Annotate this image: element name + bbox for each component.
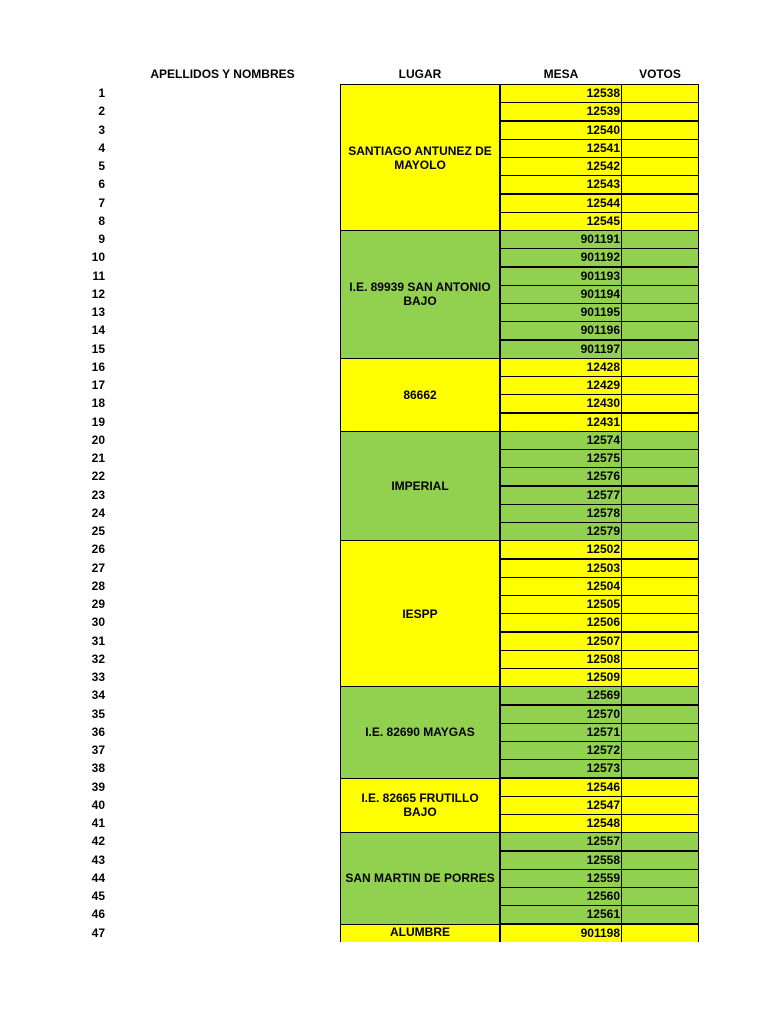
row-number: 45: [91, 889, 105, 903]
votos-cell[interactable]: [621, 394, 699, 413]
row-number: 3: [98, 122, 105, 137]
row-number: 18: [91, 396, 105, 411]
header-mesa: MESA: [543, 67, 579, 81]
mesa-cell[interactable]: 901197: [500, 340, 622, 359]
votos-cell[interactable]: [621, 686, 699, 705]
votos-cell[interactable]: [621, 668, 699, 687]
row-number: 17: [91, 378, 105, 392]
mesa-cell[interactable]: 12545: [500, 212, 622, 231]
mesa-cell[interactable]: 12429: [500, 376, 622, 395]
header-votos: VOTOS: [639, 67, 681, 81]
mesa-cell[interactable]: 12548: [500, 814, 622, 833]
votos-cell[interactable]: [621, 905, 699, 924]
row-number: 38: [91, 761, 105, 776]
row-number: 5: [98, 159, 105, 173]
votos-cell[interactable]: [621, 778, 699, 797]
mesa-cell[interactable]: 12546: [500, 778, 622, 797]
votos-cell[interactable]: [621, 340, 699, 359]
mesa-cell[interactable]: 901192: [500, 248, 622, 267]
lugar-label: IMPERIAL: [391, 479, 449, 493]
votos-cell[interactable]: [621, 139, 699, 158]
votos-cell[interactable]: [621, 632, 699, 651]
mesa-cell[interactable]: 12428: [500, 358, 622, 377]
row-number: 13: [91, 305, 105, 319]
mesa-cell[interactable]: 12576: [500, 467, 622, 486]
row-number: 22: [91, 469, 105, 484]
mesa-cell[interactable]: 12578: [500, 504, 622, 523]
mesa-cell[interactable]: 12575: [500, 449, 622, 468]
row-number: 11: [92, 268, 105, 283]
row-number: 35: [91, 706, 105, 721]
row-number: 21: [91, 451, 105, 465]
mesa-cell[interactable]: 12540: [500, 121, 622, 140]
mesa-cell[interactable]: 12558: [500, 851, 622, 870]
row-number: 27: [91, 560, 105, 575]
mesa-cell[interactable]: 12544: [500, 194, 622, 213]
lugar-label: I.E. 82665 FRUTILLO BAJO: [361, 791, 479, 820]
votos-cell[interactable]: [621, 321, 699, 340]
votos-cell[interactable]: [621, 358, 699, 377]
votos-cell[interactable]: [621, 157, 699, 176]
mesa-cell[interactable]: 12571: [500, 723, 622, 742]
row-number: 1: [98, 86, 105, 100]
row-number: 26: [91, 542, 105, 557]
votos-cell[interactable]: [621, 814, 699, 833]
votos-cell[interactable]: [621, 303, 699, 322]
mesa-cell[interactable]: 12557: [500, 832, 622, 851]
row-number: 43: [91, 852, 105, 867]
row-number: 24: [91, 505, 105, 520]
row-number: 8: [98, 213, 105, 228]
row-number: 16: [91, 359, 105, 374]
row-number: 42: [91, 834, 105, 849]
votos-cell[interactable]: [621, 248, 699, 267]
row-number: 4: [98, 140, 105, 155]
votos-cell[interactable]: [621, 102, 699, 121]
votos-cell[interactable]: [621, 705, 699, 724]
votos-cell[interactable]: [621, 267, 699, 286]
row-number: 15: [91, 341, 105, 356]
mesa-cell[interactable]: 12570: [500, 705, 622, 724]
header-lugar: LUGAR: [398, 67, 442, 81]
votos-cell[interactable]: [621, 887, 699, 906]
votos-cell[interactable]: [621, 796, 699, 815]
votos-cell[interactable]: [621, 869, 699, 888]
row-number: 40: [91, 797, 105, 812]
lugar-label: SAN MARTIN DE PORRES: [345, 871, 495, 886]
mesa-cell[interactable]: 901193: [500, 267, 622, 286]
votos-cell[interactable]: [621, 413, 699, 432]
votos-cell[interactable]: [621, 230, 699, 249]
row-number: 6: [98, 177, 105, 192]
votos-cell[interactable]: [621, 540, 699, 559]
lugar-cell[interactable]: [340, 230, 500, 359]
mesa-cell[interactable]: 12508: [500, 650, 622, 669]
lugar-label: ALUMBRE: [390, 924, 450, 939]
mesa-cell[interactable]: 12579: [500, 522, 622, 541]
lugar-label: 86662: [403, 387, 437, 402]
votos-cell[interactable]: [621, 522, 699, 541]
mesa-cell[interactable]: 12509: [500, 668, 622, 687]
header-apellidos-nombres: APELLIDOS Y NOMBRES: [150, 67, 295, 81]
lugar-label: SANTIAGO ANTUNEZ DE MAYOLO: [348, 143, 492, 172]
lugar-cell[interactable]: [340, 778, 500, 834]
row-number: 7: [98, 195, 105, 210]
votos-cell[interactable]: [621, 741, 699, 760]
mesa-cell[interactable]: 12542: [500, 157, 622, 176]
lugar-label: I.E. 82690 MAYGAS: [365, 725, 475, 740]
lugar-cell[interactable]: [340, 358, 500, 432]
votos-cell[interactable]: [621, 212, 699, 231]
row-number: 46: [91, 907, 105, 922]
mesa-cell[interactable]: 901195: [500, 303, 622, 322]
row-number: 39: [91, 779, 105, 794]
mesa-cell[interactable]: 901198: [500, 924, 622, 943]
mesa-cell[interactable]: 12507: [500, 632, 622, 651]
mesa-cell[interactable]: 12569: [500, 686, 622, 705]
row-number: 14: [91, 323, 105, 338]
row-number: 10: [91, 250, 105, 265]
mesa-cell[interactable]: 12503: [500, 559, 622, 578]
mesa-cell[interactable]: 901194: [500, 285, 622, 304]
mesa-cell[interactable]: 12560: [500, 887, 622, 906]
votos-cell[interactable]: [621, 285, 699, 304]
votos-cell[interactable]: [621, 613, 699, 632]
lugar-cell[interactable]: [340, 686, 500, 778]
votos-cell[interactable]: [621, 650, 699, 669]
votos-cell[interactable]: [621, 832, 699, 851]
row-number: 9: [98, 232, 105, 246]
votos-cell[interactable]: [621, 577, 699, 596]
row-number: 29: [91, 597, 105, 611]
mesa-cell[interactable]: 12561: [500, 905, 622, 924]
mesa-cell[interactable]: 12559: [500, 869, 622, 888]
row-number: 32: [91, 651, 105, 666]
row-number: 30: [91, 615, 105, 630]
votos-cell[interactable]: [621, 504, 699, 523]
lugar-cell[interactable]: [340, 832, 500, 924]
row-number: 37: [91, 743, 105, 757]
mesa-cell[interactable]: 12577: [500, 486, 622, 505]
row-number: 31: [91, 633, 105, 648]
votos-cell[interactable]: [621, 175, 699, 194]
votos-cell[interactable]: [621, 121, 699, 140]
row-number: 36: [91, 724, 105, 739]
row-number: 44: [91, 870, 105, 885]
row-number: 33: [91, 670, 105, 684]
mesa-cell[interactable]: 901191: [500, 230, 622, 249]
mesa-cell[interactable]: 12572: [500, 741, 622, 760]
row-number: 28: [91, 578, 105, 593]
row-number: 47: [91, 925, 105, 940]
mesa-cell[interactable]: 12504: [500, 577, 622, 596]
votos-cell[interactable]: [621, 723, 699, 742]
votos-cell[interactable]: [621, 851, 699, 870]
votos-cell[interactable]: [621, 194, 699, 213]
votos-cell[interactable]: [621, 431, 699, 450]
row-number: 19: [91, 414, 105, 429]
votos-cell[interactable]: [621, 759, 699, 778]
lugar-cell[interactable]: [340, 924, 500, 943]
votos-cell[interactable]: [621, 376, 699, 395]
mesa-cell[interactable]: 12547: [500, 796, 622, 815]
lugar-cell[interactable]: [340, 540, 500, 687]
votos-cell[interactable]: [621, 449, 699, 468]
votos-cell[interactable]: [621, 486, 699, 505]
mesa-cell[interactable]: 12541: [500, 139, 622, 158]
row-number: 20: [91, 432, 105, 447]
lugar-label: I.E. 89939 SAN ANTONIO BAJO: [349, 280, 491, 309]
votos-cell[interactable]: [621, 559, 699, 578]
mesa-cell[interactable]: 12431: [500, 413, 622, 432]
votos-cell[interactable]: [621, 467, 699, 486]
mesa-cell[interactable]: 12538: [500, 84, 622, 103]
row-number: 2: [98, 104, 105, 119]
mesa-cell[interactable]: 12574: [500, 431, 622, 450]
lugar-cell[interactable]: [340, 431, 500, 542]
votos-cell[interactable]: [621, 595, 699, 614]
row-number: 25: [91, 524, 105, 538]
mesa-cell[interactable]: 12539: [500, 102, 622, 121]
mesa-cell[interactable]: 12506: [500, 613, 622, 632]
votos-cell[interactable]: [621, 84, 699, 103]
row-number: 34: [91, 688, 105, 703]
row-number: 23: [91, 487, 105, 502]
mesa-cell[interactable]: 12543: [500, 175, 622, 194]
row-number: 41: [91, 816, 105, 830]
mesa-cell[interactable]: 12505: [500, 595, 622, 614]
mesa-cell[interactable]: 12502: [500, 540, 622, 559]
lugar-cell[interactable]: [340, 84, 500, 231]
mesa-cell[interactable]: 901196: [500, 321, 622, 340]
mesa-cell[interactable]: 12573: [500, 759, 622, 778]
row-number: 12: [91, 286, 105, 301]
votos-cell[interactable]: [621, 924, 699, 943]
mesa-cell[interactable]: 12430: [500, 394, 622, 413]
lugar-label: IESPP: [402, 606, 438, 621]
